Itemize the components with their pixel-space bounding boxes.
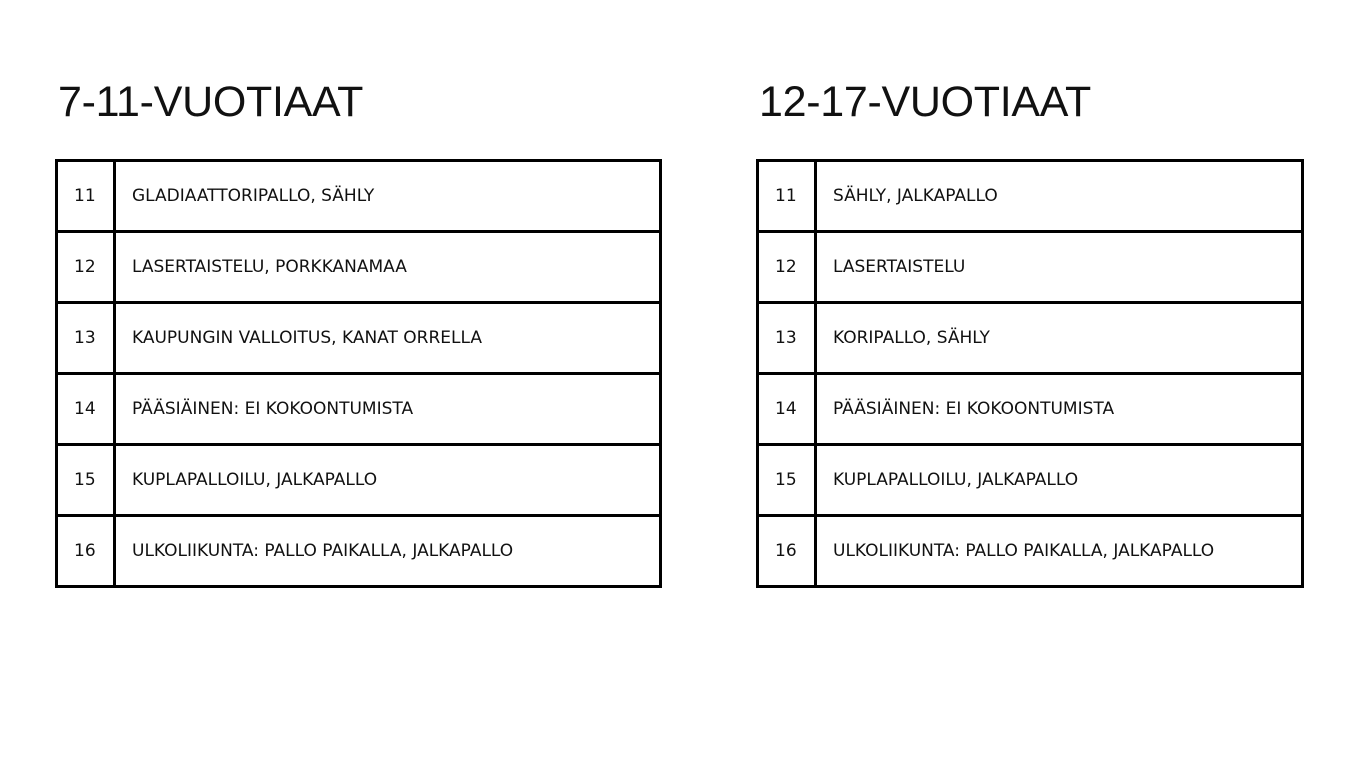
table-row — [758, 374, 1303, 445]
table-row — [758, 303, 1303, 374]
group-heading: 12-17-VUOTIAAT — [759, 78, 1091, 126]
week-cell: 15 — [758, 445, 816, 516]
activity-cell: PÄÄSIÄINEN: EI KOKOONTUMISTA — [816, 374, 1303, 445]
week-cell: 11 — [758, 161, 816, 232]
table-row — [758, 445, 1303, 516]
table-row — [57, 232, 661, 303]
schedule-table — [55, 159, 662, 588]
group-heading: 7-11-VUOTIAAT — [58, 78, 364, 126]
week-cell: 13 — [57, 303, 115, 374]
activity-cell: KORIPALLO, SÄHLY — [816, 303, 1303, 374]
activity-cell: KUPLAPALLOILU, JALKAPALLO — [816, 445, 1303, 516]
week-cell: 12 — [57, 232, 115, 303]
week-cell: 12 — [758, 232, 816, 303]
schedule-table — [756, 159, 1304, 588]
table-row — [57, 445, 661, 516]
activity-cell: GLADIAATTORIPALLO, SÄHLY — [115, 161, 661, 232]
activity-cell: SÄHLY, JALKAPALLO — [816, 161, 1303, 232]
week-cell: 15 — [57, 445, 115, 516]
table-row — [758, 516, 1303, 587]
activity-cell: ULKOLIIKUNTA: PALLO PAIKALLA, JALKAPALLO — [816, 516, 1303, 587]
week-cell: 16 — [758, 516, 816, 587]
week-cell: 13 — [758, 303, 816, 374]
activity-cell: LASERTAISTELU, PORKKANAMAA — [115, 232, 661, 303]
table-row — [57, 374, 661, 445]
table-row — [758, 232, 1303, 303]
table-row — [57, 161, 661, 232]
activity-cell: KUPLAPALLOILU, JALKAPALLO — [115, 445, 661, 516]
table-row — [57, 303, 661, 374]
week-cell: 11 — [57, 161, 115, 232]
activity-cell: ULKOLIIKUNTA: PALLO PAIKALLA, JALKAPALLO — [115, 516, 661, 587]
week-cell: 14 — [57, 374, 115, 445]
activity-cell: LASERTAISTELU — [816, 232, 1303, 303]
activity-cell: KAUPUNGIN VALLOITUS, KANAT ORRELLA — [115, 303, 661, 374]
week-cell: 14 — [758, 374, 816, 445]
activity-cell: PÄÄSIÄINEN: EI KOKOONTUMISTA — [115, 374, 661, 445]
table-row — [57, 516, 661, 587]
table-row — [758, 161, 1303, 232]
week-cell: 16 — [57, 516, 115, 587]
